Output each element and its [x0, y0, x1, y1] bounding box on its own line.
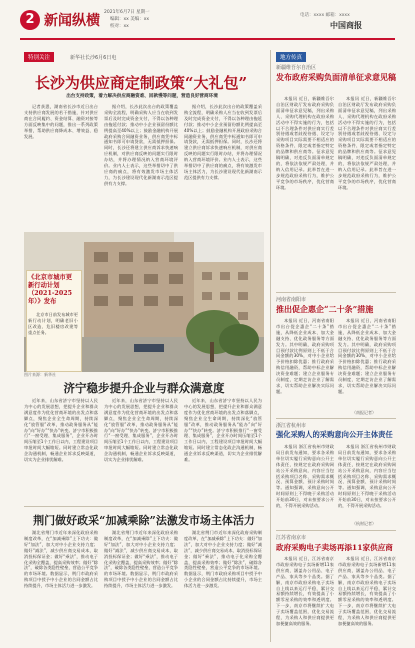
jining-headline: 济宁稳步提升企业与群众满意度: [63, 381, 225, 395]
nanyang-kicker: 河南省南阳市: [276, 297, 307, 303]
jining-text-2: 近年来，山东省济宁市坚持以人民为中心的发展思想，把提升企业和群众满意度作为优化营商环境的出发点和落脚点，聚焦企业全生命周期，持续深化“放管服”改革，推动政务服务从“能办”向“好办”“快办”转变。济宁市积极推行“一窗受理、集成服务”，企业开办时间压缩至1个工作日以内，工程建设项目审批时间大幅缩短。同时建立常态化政企沟通机制，畅通企业诉求反映渠道，切实为企业排忧解难。: [104, 398, 178, 463]
date-line: 2021年6月7日 星期一: [104, 10, 150, 15]
header-rule: [20, 38, 395, 40]
hangzhou-body-2: [338, 444, 396, 520]
nanjing-kicker: 江苏省南京市: [276, 535, 307, 541]
nanyang-body: [276, 318, 334, 414]
xinjiang-text-1: 本报讯 近日，新疆维吾尔自治区财政厅发布政府采购负面清单征求意见稿，列出采购人、采购代理机构在政府采购活动中不得实施的行为，包括以不合理条件对供应商实行差别待遇或者歧视待遇、设定与采购项目实际需要不相适应的资格条件、限定或者指定特定的品牌和供应商等。征求意见稿明确，对违反负面清单规定的，将依法依规严肃处理，并纳入信用记录。此举旨在进一步规范政府采购行为，维护公平竞争的市场秩序，优化营商环境。: [276, 96, 334, 190]
hangzhou-text-1: 本报讯 浙江省杭州市财政局日前发布通知，要求各采购单位切实履行采购意向公开主体责任，按规定在政府采购网站公开采购意向，内容应当包括采购项目名称、采购需求概况、预算金额、预计采购时间等。通知强调，采购意向公开时间原则上不得晚于采购活动开始前30日，对未按要求公开的，不得开展采购活动。: [276, 444, 334, 509]
special-tag: 特别关注: [24, 52, 54, 62]
nanjing-body: [276, 556, 334, 642]
column-divider: [270, 50, 271, 642]
jingmen-text-2: 湖北省荆门市近年来深化政府采购制度改革，在“加减乘除”上下功夫：做好“加法”，加大对中小企业支持力度；做好“减法”，减少供应商交易成本，取消投标保证金；做好“乘法”，推动电子化采购全覆盖，提高采购效率；做好“除法”，破除各类隐性壁垒，营造公平竞争的市场环境。数据显示，荆门市政府采购项目中授予中小企业的合同金额占比持续提升，市场主体活力进一步激发。: [104, 530, 178, 589]
page-number-badge: 2: [20, 10, 40, 30]
lead-paragraph: [24, 104, 98, 226]
xinjiang-kicker: 新疆维吾尔自治区: [276, 65, 317, 71]
paper-name: 中国商报: [330, 20, 362, 30]
jingmen-text-1: 湖北省荆门市近年来深化政府采购制度改革，在“加减乘除”上下功夫：做好“加法”，加大对中小企业支持力度；做好“减法”，减少供应商交易成本，取消投标保证金；做好“乘法”，推动电子化采购全覆盖，提高采购效率；做好“除法”，破除各类隐性壁垒，营造公平竞争的市场环境。数据显示，荆门市政府采购项目中授予中小企业的合同金额占比持续提升，市场主体活力进一步激发。: [24, 530, 98, 589]
jingmen-headline: 荆门做好政采“加减乘除”法激发市场主体活力: [33, 514, 255, 527]
nanjing-headline: 政府采购电子卖场再添11家供应商: [276, 543, 393, 552]
right-divider-2: [276, 418, 396, 419]
issue-line: 编辑：xx 美编：xx: [110, 17, 150, 22]
lead-body-text-2: 据介绍，长沙此次出台的政策覆盖采购全流程，明确采购人应当在收到发票后及时完成资金支付，不得以各种理由拖延付款；推动中小企业预留份额比例提高至40%以上；鼓励金融机构开展政府采购合同融资业务，供应商凭中标通知书即可申请贷款，无需抵押担保。同时，长沙还将建立供应商诉求快速响应机制，对供应商反映的问题实行限时办结，并将办理情况纳入营商环境评价。业内人士表示，这些举措切中了供应商的痛点，将有效激发市场主体活力，为长沙建设现代化新湖南示范区提供有力支撑。: [184, 104, 262, 180]
nanjing-text-1: 本报讯 近日，江苏省南京市政府采购电子卖场新增11家供应商，涵盖办公用品、电子产品、家具等多个品类。据了解，南京市政府采购电子卖场自上线以来运行平稳，累计交易额持续增长，有效提高了小额零星采购的效率和透明度。下一步，南京市将继续扩大电子卖场覆盖范围，优化交易流程，为采购人和供应商提供更加便捷高效的服务。: [276, 556, 334, 626]
hangzhou-body: [276, 444, 334, 526]
sidebar-quote-text: [28, 312, 78, 366]
jingmen-col2: [104, 530, 178, 642]
xinjiang-body: [276, 96, 334, 288]
lead-subheadline: 出台支持政策，着力解决供应商融资难、回款慢等问题，营造良好营商环境: [66, 94, 218, 99]
jingmen-text-3: 湖北省荆门市近年来深化政府采购制度改革，在“加减乘除”上下功夫：做好“加法”，加大对中小企业支持力度；做好“减法”，减少供应商交易成本，取消投标保证金；做好“乘法”，推动电子化采购全覆盖，提高采购效率；做好“除法”，破除各类隐性壁垒，营造公平竞争的市场环境。数据显示，荆门市政府采购项目中授予中小企业的合同金额占比持续提升，市场主体活力进一步激发。: [184, 530, 262, 589]
edit-line: 校对：xx: [110, 24, 129, 29]
nanyang-headline: 推出促企惠企“二十条”措施: [276, 304, 374, 314]
xinjiang-text-2: 本报讯 近日，新疆维吾尔自治区财政厅发布政府采购负面清单征求意见稿，列出采购人、采购代理机构在政府采购活动中不得实施的行为，包括以不合理条件对供应商实行差别待遇或者歧视待遇、设定与采购项目实际需要不相适应的资格条件、限定或者指定特定的品牌和供应商等。征求意见稿明确，对违反负面清单规定的，将依法依规严肃处理，并纳入信用记录。此举旨在进一步规范政府采购行为，维护公平竞争的市场秩序，优化营商环境。: [338, 96, 396, 190]
nanyang-text-2: 本报讯 近日，河南省南阳市出台促企惠企“二十条”措施，从降低企业成本、加大金融支持、优化政务服务等方面发力。其中明确，政府采购项目预付款比例原则上不低于合同金额的30%，对中小企业给予价格扣除优惠；推行政府采购信用融资，帮助中标企业解决资金难题；建立企业服务专员制度，定期走访企业了解需求，切实帮助企业解决实际问题。: [338, 318, 396, 394]
lead-text: 记者获悉，湖南省长沙市近日出台支持供应商发展的若干措施，针对供应商在合同履约、资金结算、融资对接等方面反映集中的问题，推出一系列政策举措，帮助供应商降成本、增效益、稳发展。: [24, 104, 98, 139]
lead-body-col2: [104, 104, 178, 226]
lead-body-col3: [184, 104, 262, 226]
hangzhou-text-2: 本报讯 浙江省杭州市财政局日前发布通知，要求各采购单位切实履行采购意向公开主体责任，按规定在政府采购网站公开采购意向，内容应当包括采购项目名称、采购需求概况、预算金额、预计采购时间等。通知强调，采购意向公开时间原则上不得晚于采购活动开始前30日，对未按要求公开的，不得开展采购活动。: [338, 444, 396, 509]
jining-text-3: 近年来，山东省济宁市坚持以人民为中心的发展思想，把提升企业和群众满意度作为优化营商环境的出发点和落脚点，聚焦企业全生命周期，持续深化“放管服”改革，推动政务服务从“能办”向“好办”“快办”转变。济宁市积极推行“一窗受理、集成服务”，企业开办时间压缩至1个工作日以内，工程建设项目审批时间大幅缩短。同时建立常态化政企沟通机制，畅通企业诉求反映渠道，切实为企业排忧解难。: [184, 398, 262, 463]
jining-col2: [104, 398, 178, 496]
jining-col1: [24, 398, 98, 496]
nanyang-text-1: 本报讯 近日，河南省南阳市出台促企惠企“二十条”措施，从降低企业成本、加大金融支持、优化政务服务等方面发力。其中明确，政府采购项目预付款比例原则上不低于合同金额的30%，对中小企业给予价格扣除优惠；推行政府采购信用融资，帮助中标企业解决资金难题；建立企业服务专员制度，定期走访企业了解需求，切实帮助企业解决实际问题。: [276, 318, 334, 394]
nanyang-body-2: [338, 318, 396, 408]
contact-line: 电话：xxxx 邮箱：xxxx: [300, 13, 350, 18]
jining-text-1: 近年来，山东省济宁市坚持以人民为中心的发展思想，把提升企业和群众满意度作为优化营商环境的出发点和落脚点，聚焦企业全生命周期，持续深化“放管服”改革，推动政务服务从“能办”向“好办”“快办”转变。济宁市积极推行“一窗受理、集成服务”，企业开办时间压缩至1个工作日以内，工程建设项目审批时间大幅缩短。同时建立常态化政企沟通机制，畅通企业诉求反映渠道，切实为企业排忧解难。: [24, 398, 98, 463]
lead-headline: 长沙为供应商定制政策“大礼包”: [34, 74, 248, 92]
nanyang-source: （南报记者）: [352, 410, 376, 415]
jingmen-col1: [24, 530, 98, 642]
left-kicker: 新华社长沙6月6日电: [70, 55, 117, 61]
nanjing-body-2: [338, 556, 396, 642]
nanjing-text-2: 本报讯 近日，江苏省南京市政府采购电子卖场新增11家供应商，涵盖办公用品、电子产品、家具等多个品类。据了解，南京市政府采购电子卖场自上线以来运行平稳，累计交易额持续增长，有效提高了小额零星采购的效率和透明度。下一步，南京市将继续扩大电子卖场覆盖范围，优化交易流程，为采购人和供应商提供更加便捷高效的服务。: [338, 556, 396, 626]
local-news-tag: 地方传真: [276, 52, 306, 62]
right-divider-3: [276, 530, 396, 531]
right-divider-1: [276, 292, 396, 293]
sidebar-quote-body: 北京市日前发布城市更新行动计划，明确老旧小区改造、危旧楼房改建等重点任务。: [28, 312, 78, 335]
hangzhou-headline: 强化采购人的采购意向公开主体责任: [276, 430, 393, 439]
lead-body-text: 据介绍，长沙此次出台的政策覆盖采购全流程，明确采购人应当在收到发票后及时完成资金支付，不得以各种理由拖延付款；推动中小企业预留份额比例提高至40%以上；鼓励金融机构开展政府采购合同融资业务，供应商凭中标通知书即可申请贷款，无需抵押担保。同时，长沙还将建立供应商诉求快速响应机制，对供应商反映的问题实行限时办结，并将办理情况纳入营商环境评价。业内人士表示，这些举措切中了供应商的痛点，将有效激发市场主体活力，为长沙建设现代化新湖南示范区提供有力支撑。: [104, 104, 178, 186]
section-divider: [24, 506, 264, 507]
xinjiang-headline: 发布政府采购负面清单征求意见稿: [276, 72, 396, 82]
photo-caption: 图片来源：新华社: [24, 372, 56, 377]
hangzhou-source: （杭财记者）: [352, 521, 376, 526]
jingmen-col3: [184, 530, 262, 642]
jining-col3: [184, 398, 262, 496]
section-title: 新闻纵横: [44, 13, 100, 29]
hangzhou-kicker: 浙江省杭州市: [276, 423, 307, 429]
sidebar-quote-title: 《北京市城市更新行动计划（2021-2025年）》发布: [28, 274, 73, 305]
xinjiang-body-2: [338, 96, 396, 288]
